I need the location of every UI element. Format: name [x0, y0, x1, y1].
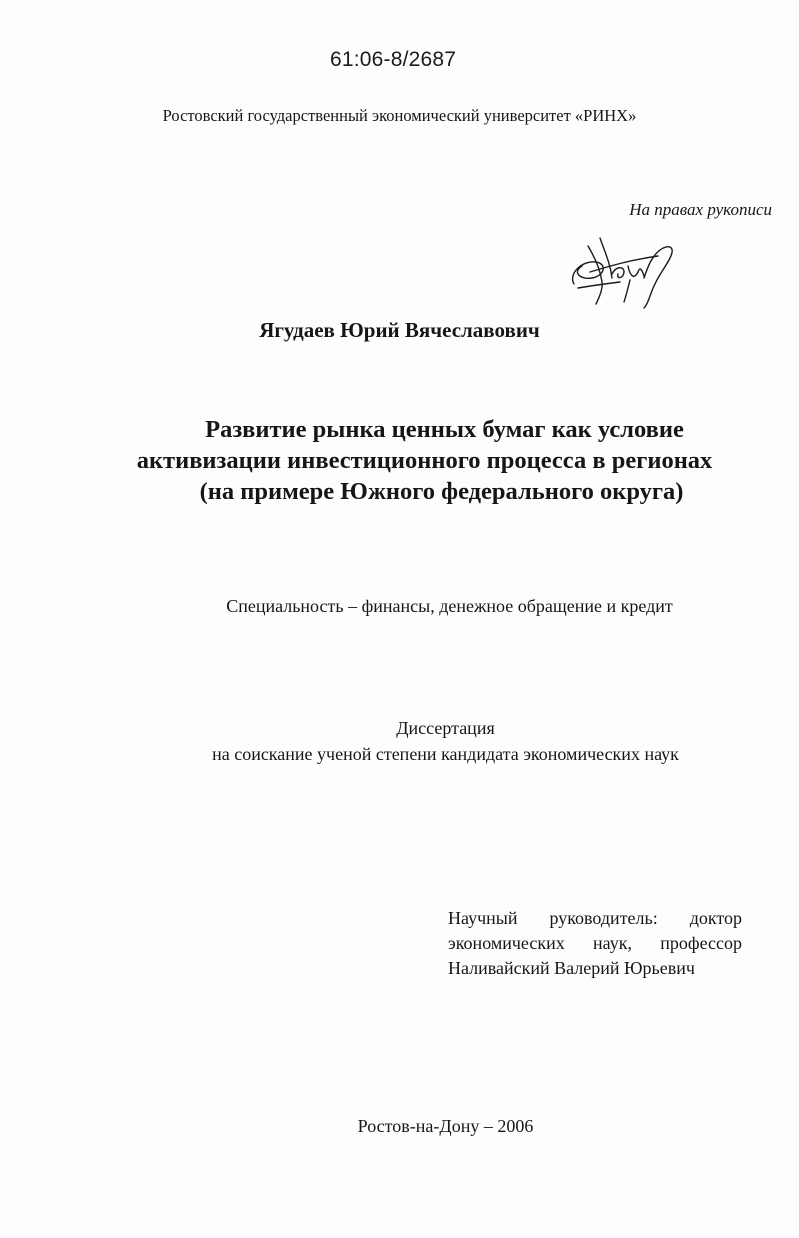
title-line: (на примере Южного федерального округа) [199, 478, 684, 505]
dissertation-type: Диссертация [396, 718, 495, 738]
advisor-line: Научный руководитель: доктор [448, 908, 742, 928]
place-and-year: Ростов-на-Дону – 2006 [357, 1116, 534, 1136]
university-name: Ростовский государственный экономический университет «РИНХ» [162, 106, 637, 125]
dissertation-purpose: на соискание ученой степени кандидата экономических наук [212, 744, 679, 764]
advisor-line: экономических наук, профессор [448, 933, 742, 953]
manuscript-rights-note: На правах рукописи [629, 200, 772, 219]
archive-stamp-code: 61:06-8/2687 [330, 48, 457, 71]
author-name: Ягудаев Юрий Вячеславович [259, 318, 540, 342]
title-line: Развитие рынка ценных бумаг как условие [205, 416, 684, 443]
title-line: активизации инвестиционного процесса в регионах [136, 447, 713, 474]
scientific-advisor [448, 906, 742, 981]
specialty: Специальность – финансы, денежное обращение и кредит [226, 596, 673, 616]
advisor-line: Наливайский Валерий Юрьевич [448, 958, 695, 978]
handwritten-signature [560, 226, 690, 310]
dissertation-title [0, 414, 799, 507]
